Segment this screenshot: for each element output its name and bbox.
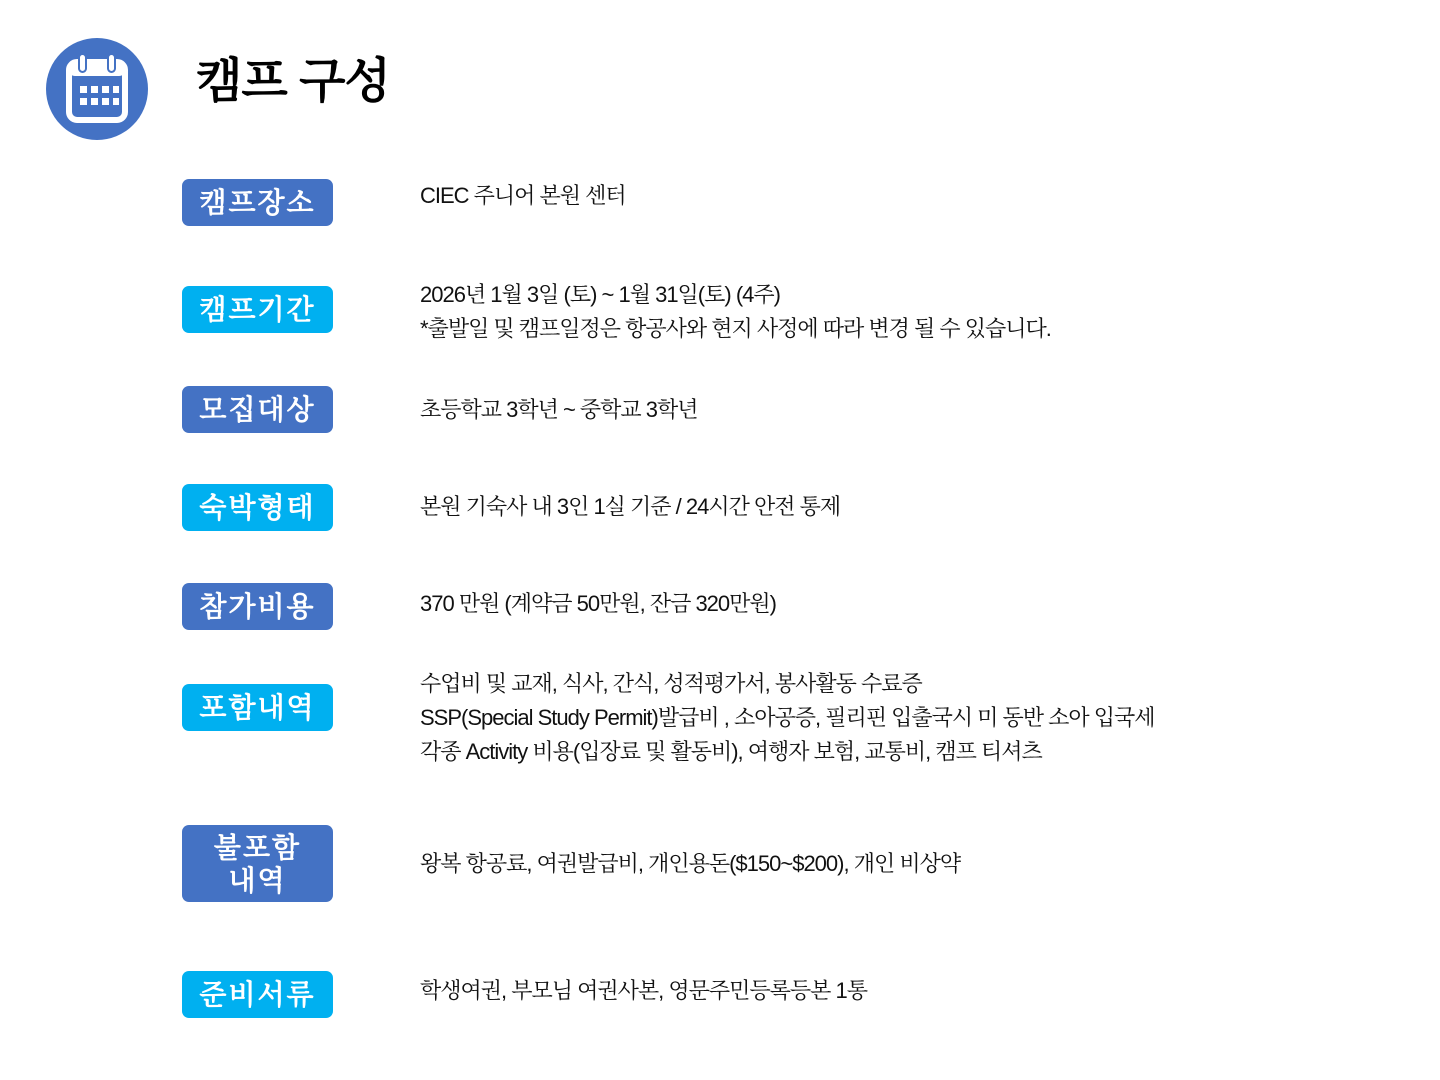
value-line: 학생여권, 부모님 여권사본, 영문주민등록등본 1통 <box>420 978 867 1003</box>
value-line: CIEC 주니어 본원 센터 <box>420 183 626 208</box>
label-required-documents: 준비서류 <box>182 971 333 1018</box>
page-title: 캠프 구성 <box>196 55 390 108</box>
calendar-icon-badge <box>46 38 148 140</box>
value-included-items <box>420 667 1155 769</box>
value-line: *출발일 및 캠프일정은 항공사와 현지 사정에 따라 변경 될 수 있습니다. <box>420 316 1051 341</box>
value-camp-location <box>420 179 626 213</box>
label-camp-location: 캠프장소 <box>182 179 333 226</box>
label-excluded-items <box>182 825 333 902</box>
label-line: 내역 <box>228 864 287 896</box>
value-recruit-target <box>420 393 698 427</box>
value-line: 본원 기숙사 내 3인 1실 기준 / 24시간 안전 통제 <box>420 494 841 519</box>
value-line: SSP(Special Study Permit)발급비 , 소아공증, 필리핀 입출국시 미 동반 소아 입국세 <box>420 705 1155 730</box>
label-recruit-target: 모집대상 <box>182 386 333 433</box>
value-line: 370 만원 (계약금 50만원, 잔금 320만원) <box>420 591 776 616</box>
label-line: 불포함 <box>213 831 302 863</box>
value-participation-fee <box>420 587 776 621</box>
value-camp-period <box>420 278 1051 346</box>
label-included-items: 포함내역 <box>182 684 333 731</box>
value-line: 왕복 항공료, 여권발급비, 개인용돈($150~$200), 개인 비상약 <box>420 851 961 876</box>
value-line: 수업비 및 교재, 식사, 간식, 성적평가서, 봉사활동 수료증 <box>420 671 922 696</box>
value-line: 2026년 1월 3일 (토) ~ 1월 31일(토) (4주) <box>420 282 780 307</box>
value-line: 초등학교 3학년 ~ 중학교 3학년 <box>420 397 698 422</box>
value-required-documents <box>420 974 867 1008</box>
calendar-icon <box>66 52 128 124</box>
label-lodging-type: 숙박형태 <box>182 484 333 531</box>
label-camp-period: 캠프기간 <box>182 286 333 333</box>
label-participation-fee: 참가비용 <box>182 583 333 630</box>
value-excluded-items <box>420 847 960 881</box>
value-line: 각종 Activity 비용(입장료 및 활동비), 여행자 보험, 교통비, 캠프 티셔츠 <box>420 739 1042 764</box>
value-lodging-type <box>420 490 840 524</box>
